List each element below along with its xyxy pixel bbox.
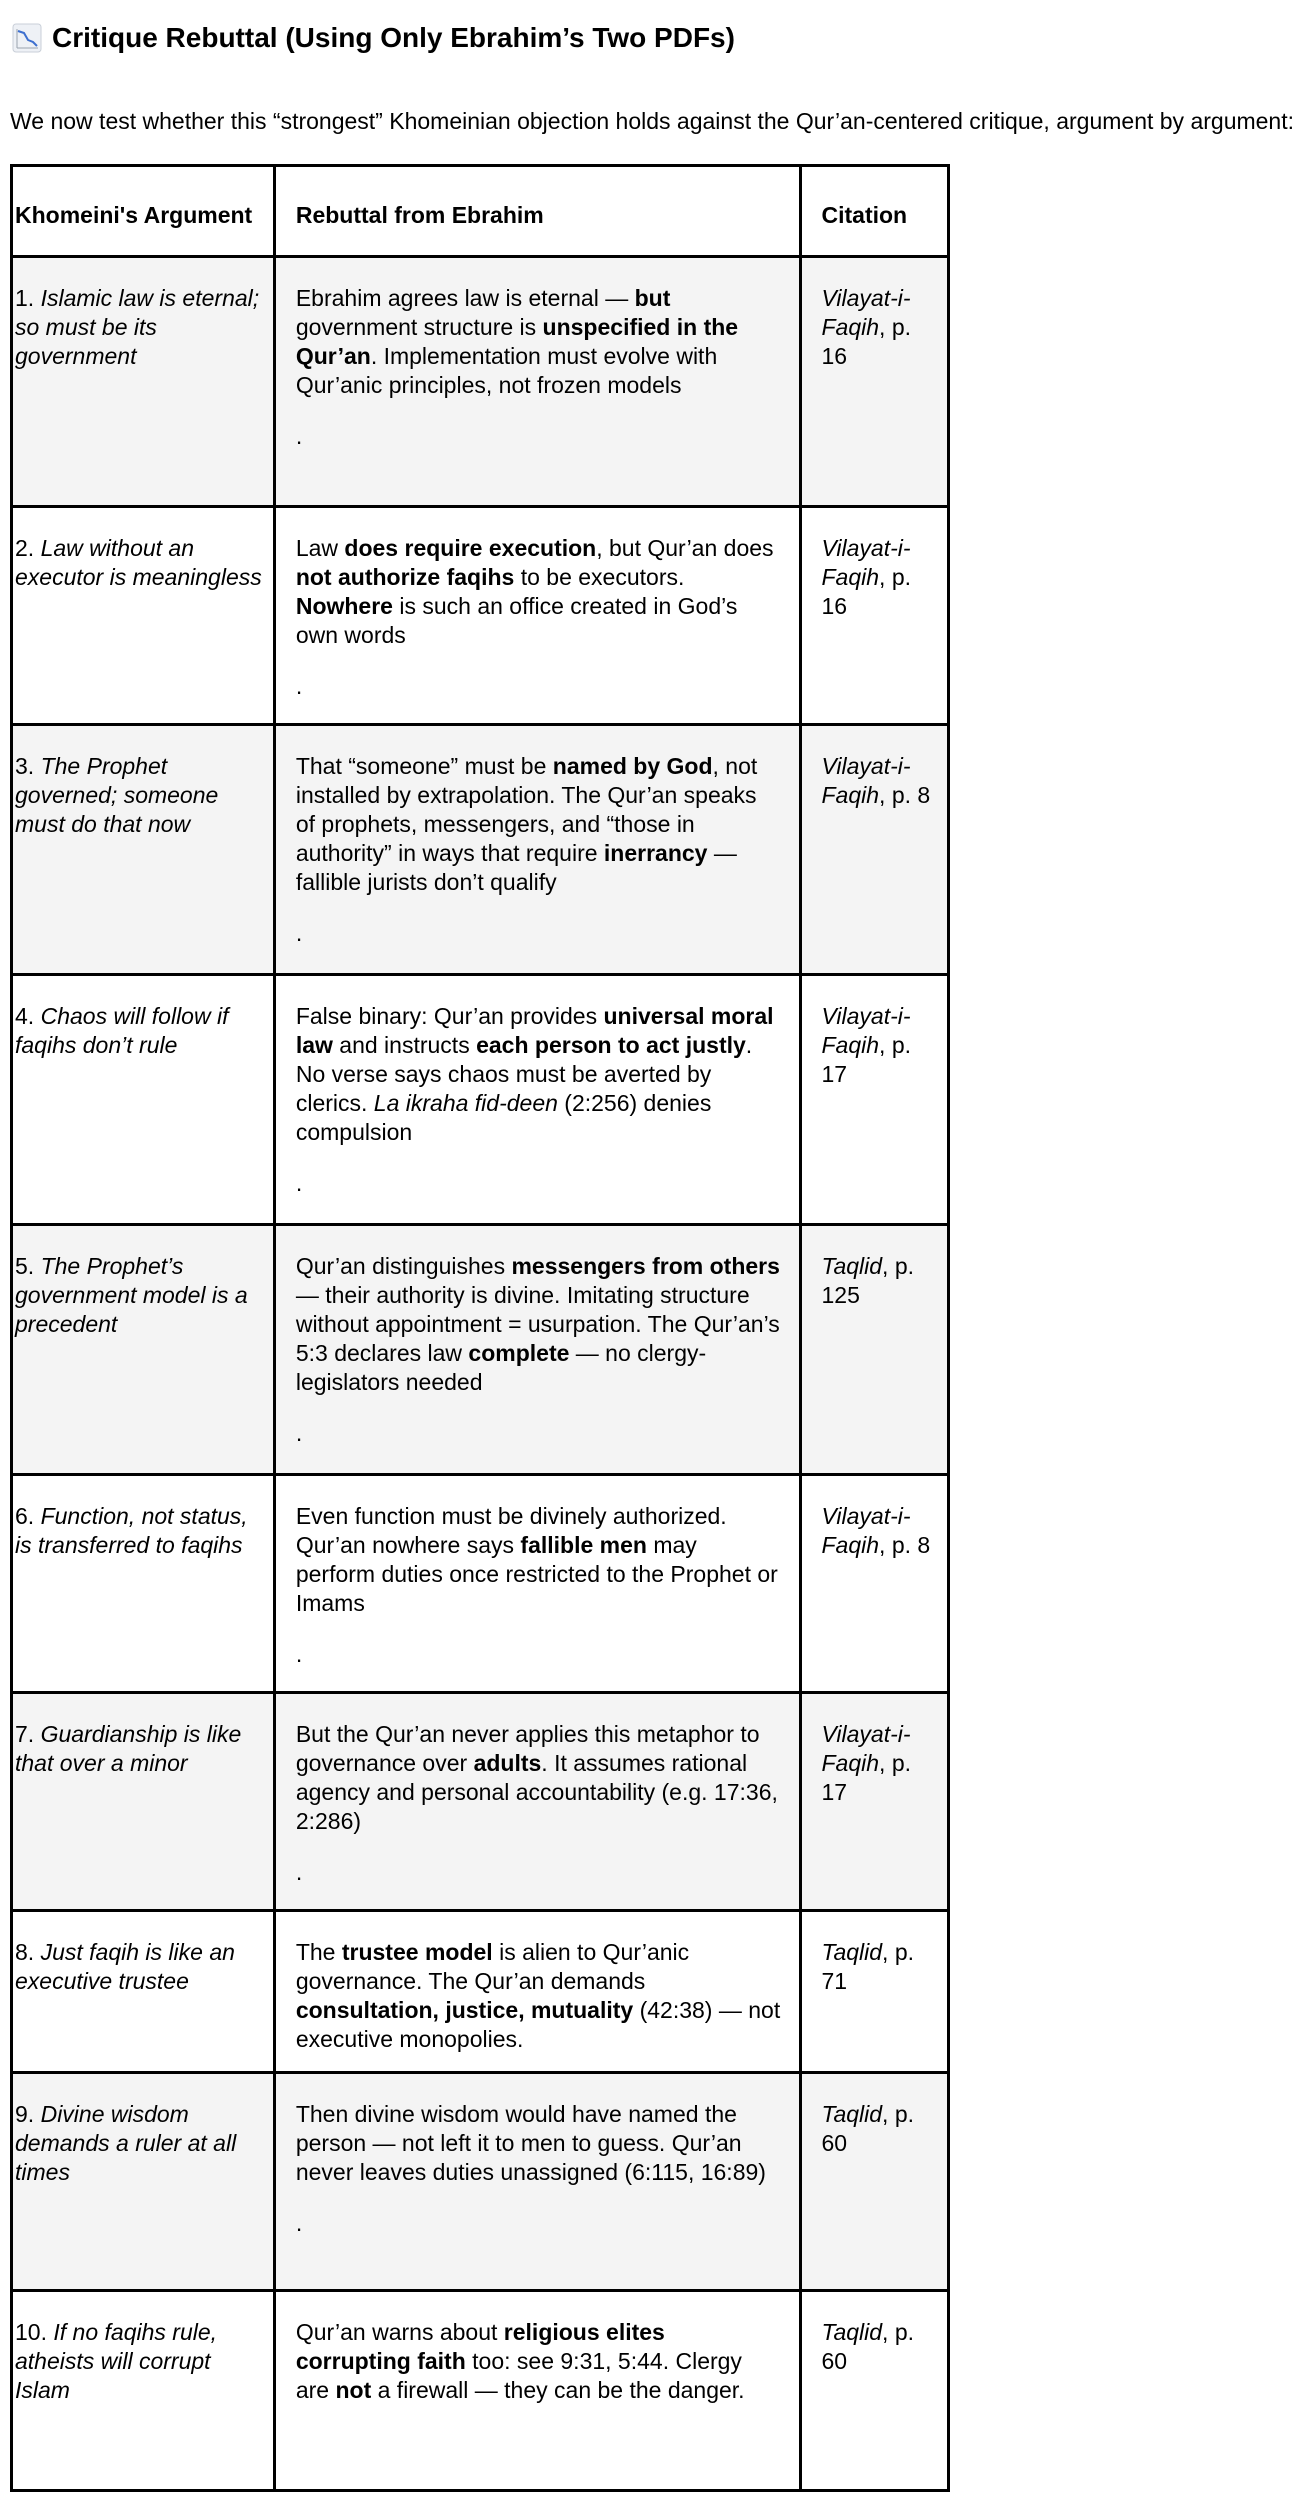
rebuttal-trailing-dot: . <box>295 2210 303 2236</box>
argument-number: 5. <box>15 1253 41 1279</box>
rebuttal-text: (2:256) denies compulsion <box>295 1090 712 1145</box>
citation-page: , p. 71 <box>821 1939 915 1994</box>
rebuttal-text: Law <box>295 535 345 561</box>
rebuttal-text: consultation, justice, mutuality <box>295 1997 634 2023</box>
cell-argument <box>12 257 275 507</box>
citation-source: Vilayat-i-Faqih <box>821 285 911 340</box>
chart-decreasing-icon <box>12 23 42 53</box>
argument-number: 10. <box>15 2319 54 2345</box>
cell-argument <box>12 507 275 725</box>
rebuttal-text: messengers from others <box>511 1253 780 1279</box>
rebuttal-text: a firewall — they can be the danger. <box>371 2377 745 2403</box>
rebuttal-text: — no clergy-legislators needed <box>295 1340 707 1395</box>
argument-number: 9. <box>15 2101 41 2127</box>
citation-source: Taqlid <box>821 2101 883 2127</box>
citation-source: Vilayat-i-Faqih <box>821 1721 911 1776</box>
cell-rebuttal <box>274 257 800 507</box>
argument-number: 1. <box>15 285 41 311</box>
citation-page: , p. 125 <box>821 1253 915 1308</box>
rebuttal-text: . No verse says chaos must be averted by clerics. <box>295 1032 753 1116</box>
citation-page: , p. 17 <box>821 1750 912 1805</box>
cell-rebuttal <box>274 975 800 1225</box>
argument-text: If no faqihs rule, atheists will corrupt Islam <box>15 2319 218 2403</box>
rebuttal-text: complete <box>468 1340 570 1366</box>
cell-argument <box>12 975 275 1225</box>
rebuttal-text: not authorize faqihs <box>295 564 515 590</box>
cell-citation <box>800 1693 949 1911</box>
rebuttal-text: to be executors. <box>514 564 685 590</box>
argument-text: Divine wisdom demands a ruler at all times <box>15 2101 237 2185</box>
rebuttal-text: inerrancy <box>603 840 708 866</box>
rebuttal-text: may perform duties once restricted to the Prophet or Imams <box>295 1532 778 1616</box>
cell-argument <box>12 725 275 975</box>
table-row <box>12 975 949 1225</box>
citation-page: , p. 60 <box>821 2101 915 2156</box>
cell-rebuttal <box>274 2073 800 2291</box>
argument-number: 8. <box>15 1939 41 1965</box>
rebuttal-text: — fallible jurists don’t qualify <box>295 840 737 895</box>
citation-source: Vilayat-i-Faqih <box>821 753 911 808</box>
table-row <box>12 507 949 725</box>
rebuttal-trailing-dot: . <box>295 673 303 699</box>
table-header-row <box>12 166 949 257</box>
argument-text: Just faqih is like an executive trustee <box>15 1939 235 1994</box>
citation-source: Vilayat-i-Faqih <box>821 535 911 590</box>
cell-citation <box>800 1911 949 2073</box>
rebuttal-text: — their authority is divine. Imitating structure without appointment = usurpation. The Qur’an’s 5:3 declares law <box>295 1282 780 1366</box>
rebuttal-text: , but Qur’an does <box>596 535 774 561</box>
cell-rebuttal <box>274 725 800 975</box>
rebuttal-text: False binary: Qur’an provides <box>295 1003 604 1029</box>
rebuttal-text: Qur’an warns about <box>295 2319 504 2345</box>
citation-source: Vilayat-i-Faqih <box>821 1003 911 1058</box>
rebuttal-trailing-dot: . <box>295 920 303 946</box>
rebuttal-text: But the Qur’an never applies this metaphor to governance over <box>295 1721 760 1776</box>
rebuttal-text: government structure is <box>295 314 543 340</box>
rebuttal-text: Qur’an distinguishes <box>295 1253 512 1279</box>
rebuttal-text: (42:38) — not executive monopolies. <box>295 1997 781 2052</box>
cell-citation <box>800 1475 949 1693</box>
rebuttal-text: Even function must be divinely authorized. Qur’an nowhere says <box>295 1503 727 1558</box>
table-row <box>12 2291 949 2491</box>
argument-number: 7. <box>15 1721 41 1747</box>
rebuttal-text: Then divine wisdom would have named the person — not left it to men to guess. Qur’an never leaves duties unassigned (6:115, 16:89) <box>295 2101 766 2185</box>
page-heading <box>12 22 735 54</box>
argument-number: 3. <box>15 753 41 779</box>
header-argument: Khomeini's Argument <box>12 166 275 257</box>
argument-number: 4. <box>15 1003 41 1029</box>
rebuttal-text: not <box>335 2377 372 2403</box>
cell-argument <box>12 1225 275 1475</box>
rebuttal-text: The <box>295 1939 342 1965</box>
argument-number: 2. <box>15 535 41 561</box>
table-row <box>12 1911 949 2073</box>
citation-page: , p. 16 <box>821 564 912 619</box>
rebuttal-text: , not installed by extrapolation. The Qur’an speaks of prophets, messengers, and “those in authority” in ways that require <box>295 753 758 866</box>
table-body <box>12 257 949 2491</box>
rebuttal-text: and instructs <box>332 1032 477 1058</box>
table-row <box>12 1475 949 1693</box>
rebuttal-text: religious elites corrupting faith <box>295 2319 665 2374</box>
rebuttal-trailing-dot: . <box>295 1859 303 1885</box>
cell-citation <box>800 1225 949 1475</box>
rebuttal-text: is alien to Qur’anic governance. The Qur’an demands <box>295 1939 690 1994</box>
citation-page: , p. 8 <box>879 1532 931 1558</box>
header-rebuttal: Rebuttal from Ebrahim <box>274 166 800 257</box>
cell-rebuttal <box>274 1225 800 1475</box>
rebuttal-text: La ikraha fid-deen <box>373 1090 558 1116</box>
cell-rebuttal <box>274 1911 800 2073</box>
argument-text: The Prophet governed; someone must do that now <box>15 753 219 837</box>
cell-rebuttal <box>274 2291 800 2491</box>
cell-rebuttal <box>274 1475 800 1693</box>
cell-argument <box>12 2291 275 2491</box>
rebuttal-text: . It assumes rational agency and personal accountability (e.g. 17:36, 2:286) <box>295 1750 778 1834</box>
rebuttal-text: Ebrahim agrees law is eternal — <box>295 285 635 311</box>
cell-argument <box>12 2073 275 2291</box>
table-row <box>12 2073 949 2291</box>
rebuttal-text: unspecified in the Qur’an <box>295 314 739 369</box>
argument-text: The Prophet’s government model is a precedent <box>15 1253 248 1337</box>
argument-text: Law without an executor is meaningless <box>15 535 262 590</box>
citation-source: Vilayat-i-Faqih <box>821 1503 911 1558</box>
citation-source: Taqlid <box>821 2319 883 2345</box>
rebuttal-text: but <box>634 285 671 311</box>
cell-citation <box>800 257 949 507</box>
cell-citation <box>800 725 949 975</box>
header-citation: Citation <box>800 166 949 257</box>
citation-page: , p. 8 <box>879 782 931 808</box>
rebuttal-trailing-dot: . <box>295 1170 303 1196</box>
citation-source: Taqlid <box>821 1939 883 1965</box>
rebuttal-text: . Implementation must evolve with Qur’anic principles, not frozen models <box>295 343 718 398</box>
rebuttal-text: adults <box>473 1750 542 1776</box>
argument-text: Chaos will follow if faqihs don’t rule <box>15 1003 229 1058</box>
table-row <box>12 1225 949 1475</box>
citation-source: Taqlid <box>821 1253 883 1279</box>
cell-rebuttal <box>274 507 800 725</box>
rebuttal-text: each person to act justly <box>476 1032 746 1058</box>
citation-page: , p. 17 <box>821 1032 912 1087</box>
cell-citation <box>800 2073 949 2291</box>
rebuttal-trailing-dot: . <box>295 1641 303 1667</box>
rebuttal-trailing-dot: . <box>295 423 303 449</box>
rebuttal-text: too: see 9:31, 5:44. Clergy are <box>295 2348 742 2403</box>
cell-citation <box>800 975 949 1225</box>
table-row <box>12 1693 949 1911</box>
rebuttal-table <box>10 164 950 2492</box>
argument-text: Guardianship is like that over a minor <box>15 1721 242 1776</box>
rebuttal-text: Nowhere <box>295 593 393 619</box>
cell-argument <box>12 1475 275 1693</box>
cell-argument <box>12 1911 275 2073</box>
table-row <box>12 257 949 507</box>
page-title: Critique Rebuttal (Using Only Ebrahim’s Two PDFs) <box>52 22 735 53</box>
intro-paragraph: We now test whether this “strongest” Khomeinian objection holds against the Qur’an-centered critique, argument by argument: <box>10 108 1294 134</box>
rebuttal-text: is such an office created in God’s own words <box>295 593 738 648</box>
cell-rebuttal <box>274 1693 800 1911</box>
rebuttal-text: trustee model <box>341 1939 493 1965</box>
rebuttal-text: That “someone” must be <box>295 753 553 779</box>
citation-page: , p. 16 <box>821 314 912 369</box>
cell-citation <box>800 507 949 725</box>
table-row <box>12 725 949 975</box>
argument-text: Function, not status, is transferred to faqihs <box>15 1503 248 1558</box>
rebuttal-text: does require execution <box>344 535 597 561</box>
cell-argument <box>12 1693 275 1911</box>
rebuttal-text: universal moral law <box>295 1003 774 1058</box>
argument-text: Islamic law is eternal; so must be its government <box>15 285 260 369</box>
rebuttal-text: named by God <box>552 753 713 779</box>
rebuttal-trailing-dot: . <box>295 1420 303 1446</box>
cell-citation <box>800 2291 949 2491</box>
citation-page: , p. 60 <box>821 2319 915 2374</box>
rebuttal-text: fallible men <box>520 1532 647 1558</box>
argument-number: 6. <box>15 1503 41 1529</box>
